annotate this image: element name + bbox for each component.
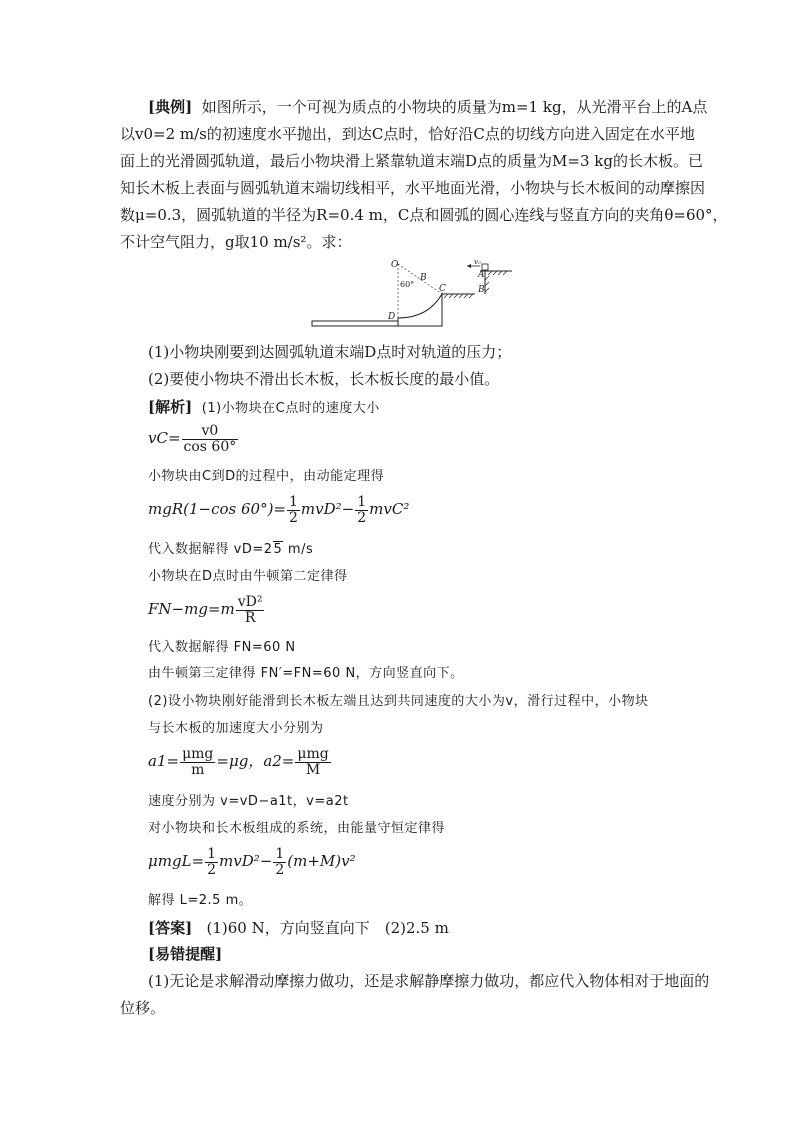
eq-vc [148,423,239,455]
problem-line-2: 以v0=2 m/s的初速度水平抛出，到达C点时，恰好沿C点的切线方向进入固定在水平地 [120,125,695,143]
arrow-head-icon [467,264,471,268]
arc-track [398,294,442,326]
eq-energy [148,494,409,526]
answer-text: (1)60 N，方向竖直向下 (2)2.5 m [206,919,449,937]
eq-energy-frac-2 [355,495,368,526]
ground-hatch [444,294,473,298]
physics-diagram [300,258,520,336]
sub1-unit: m/s [283,542,314,557]
eq-cons-frac-2 [273,847,286,878]
frac-den: m [191,761,205,778]
label-a: A [478,270,485,280]
answer-line [148,918,449,938]
eq-vc-den: cos 60° [183,438,237,455]
problem-line-3: 面上的光滑圆弧轨道，最后小物块滑上紧靠轨道末端D点的质量为M=3 kg的长木板。已 [120,152,703,170]
solution-energy: 对小物块和长木板组成的系统，由能量守恒定律得 [148,821,446,836]
frac-den: 2 [357,509,367,526]
solution-speed: 速度分别为 v=vD−a1t，v=a2t [148,794,349,809]
question-1: (1)小物块刚要到达圆弧轨道末端D点时对轨道的压力； [148,343,512,361]
problem-line-6: 不计空气阻力，g取10 m/s²。求： [120,233,352,251]
label-angle: 60° [400,280,415,289]
frac-num: 1 [207,845,217,862]
frac-num: 1 [275,845,285,862]
frac-den: M [305,761,321,778]
question-2: (2)要使小物块不滑出长木板，长木板长度的最小值。 [148,370,500,388]
problem-line-4: 知长木板上表面与圆弧轨道末端切线相平，水平地面光滑，小物块与长木板间的动摩擦因 [120,179,706,197]
frac-num: μmg [182,745,214,762]
eq-energy-mid: mvD²− [300,500,355,518]
frac-num: μmg [297,745,329,762]
solution-result: 解得 L=2.5 m。 [148,893,253,908]
frac-num: 1 [357,493,367,510]
frac-num: 1 [289,493,298,510]
sub1-radicand: 5 [273,542,283,557]
eq-newton-frac [236,595,265,626]
eq-cons-mid: mvD²− [219,852,273,870]
solution-tag: [解析] [148,398,193,416]
problem-line-5: 数μ=0.3，圆弧轨道的半径为R=0.4 m，C点和圆弧的圆心连线与竖直方向的夹角θ=60°， [120,206,728,224]
eq-cons-frac-1 [205,847,218,878]
label-d: D [388,312,396,322]
tips-line-1: (1)无论是求解滑动摩擦力做功，还是求解静摩擦力做功，都应代入物体相对于地面的 [148,972,710,990]
eq-vc-frac [182,424,239,455]
solution-step2: 小物块由C到D的过程中，由动能定理得 [148,469,385,484]
eq-vc-num: v0 [182,424,239,440]
eq-energy-lhs: mgR(1−cos 60°)= [148,500,286,518]
tips-tag: [易错提醒] [148,945,223,963]
eq-cons-end: (m+M)v² [287,852,356,870]
solution-line-1 [148,397,380,419]
eq-cons-lhs: μmgL= [148,852,205,870]
label-c: C [439,284,446,294]
solution-sub2: 代入数据解得 FN=60 N [148,640,296,655]
solution-s2-intro-1: (2)设小物块刚好能滑到长木板左端且达到共同速度的大小为v，滑行过程中，小物块 [148,694,649,709]
long-board [312,321,398,326]
problem-tag: [典例] [148,98,193,116]
frac-den: 2 [207,861,217,878]
eq-newton-den: R [244,609,256,626]
problem-text-1: 如图所示，一个可视为质点的小物块的质量为m=1 kg，从光滑平台上的A点 [201,98,708,116]
solution-third: 由牛顿第三定律得 FN′=FN=60 N，方向竖直向下。 [148,666,464,681]
label-o: O [391,260,399,270]
eq-a1-lhs: a1= [148,752,180,770]
eq-newton-lhs: FN−mg=m [148,600,235,618]
eq-accel [148,746,332,778]
frac-den: 2 [289,509,298,526]
platform-hatch [485,271,507,292]
eq-a2-frac [295,747,330,778]
label-b-arc: B [420,273,427,283]
eq-energy-frac-1 [287,495,300,526]
eq-newton [148,594,265,626]
tips-tag-line [148,944,222,964]
tips-line-2: 位移。 [120,999,166,1017]
eq-a1-frac [180,747,215,778]
answer-tag: [答案] [148,919,193,937]
solution-newton: 小物块在D点时由牛顿第二定律得 [148,569,348,584]
problem-line-1 [148,97,707,117]
label-v0: v₀ [474,258,481,266]
eq-vc-lhs: vC= [148,429,181,447]
frac-den: 2 [275,861,285,878]
solution-sub1 [148,540,313,560]
eq-a1-mid: =μg，a2= [216,752,295,770]
solution-intro: (1)小物块在C点时的速度大小 [201,401,380,416]
sub1-text: 代入数据解得 vD=2 [148,542,273,557]
eq-conservation [148,846,356,878]
eq-newton-num: vD² [237,593,263,610]
label-b-wall: B [478,285,485,295]
solution-s2-intro-2: 与长木板的加速度大小分别为 [148,721,324,736]
eq-energy-end: mvC² [369,500,410,518]
